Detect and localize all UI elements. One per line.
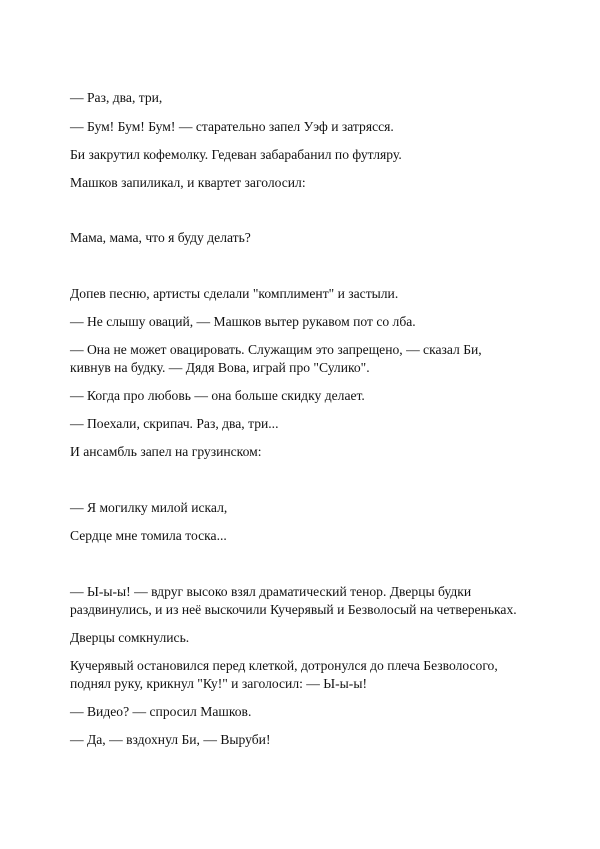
text-line: кивнув на будку. — Дядя Вова, играй про "Сулико".	[70, 360, 370, 375]
text-line: — Я могилку милой искал,	[70, 500, 228, 515]
text-line: раздвинулись, и из неё выскочили Кучерявый и Безволосый на четвереньках.	[70, 602, 517, 617]
text-line: Допев песню, артисты сделали "комплимент" и застыли.	[70, 286, 399, 301]
text-line: Сердце мне томила тоска...	[70, 528, 227, 543]
text-line: — Ы-ы-ы! — вдруг высоко взял драматический тенор. Дверцы будки	[70, 584, 472, 599]
text-line: Машков запиликал, и квартет заголосил:	[70, 175, 306, 190]
text-line: Мама, мама, что я буду делать?	[70, 230, 251, 245]
text-line: — Не слышу оваций, — Машков вытер рукавом пот со лба.	[70, 314, 416, 329]
text-line: — Раз, два, три,	[70, 90, 163, 105]
text-line: поднял руку, крикнул "Ку!" и заголосил: — Ы-ы-ы!	[70, 676, 367, 691]
text-line: — Бум! Бум! Бум! — старательно запел Уэф и затрясся.	[70, 119, 394, 134]
text-line: Дверцы сомкнулись.	[70, 630, 190, 645]
text-line: Би закрутил кофемолку. Гедеван забарабанил по футляру.	[70, 147, 402, 162]
text-line: — Когда про любовь — она больше скидку делает.	[70, 388, 365, 403]
text-line: И ансамбль запел на грузинском:	[70, 444, 262, 459]
text-line: Кучерявый остановился перед клеткой, дотронулся до плеча Безволосого,	[70, 658, 498, 673]
text-line: — Поехали, скрипач. Раз, два, три...	[70, 416, 279, 431]
text-line: — Она не может овацировать. Служащим это запрещено, — сказал Би,	[70, 342, 482, 357]
text-line: — Видео? — спросил Машков.	[70, 704, 252, 719]
text-line: — Да, — вздохнул Би, — Выруби!	[70, 732, 271, 747]
